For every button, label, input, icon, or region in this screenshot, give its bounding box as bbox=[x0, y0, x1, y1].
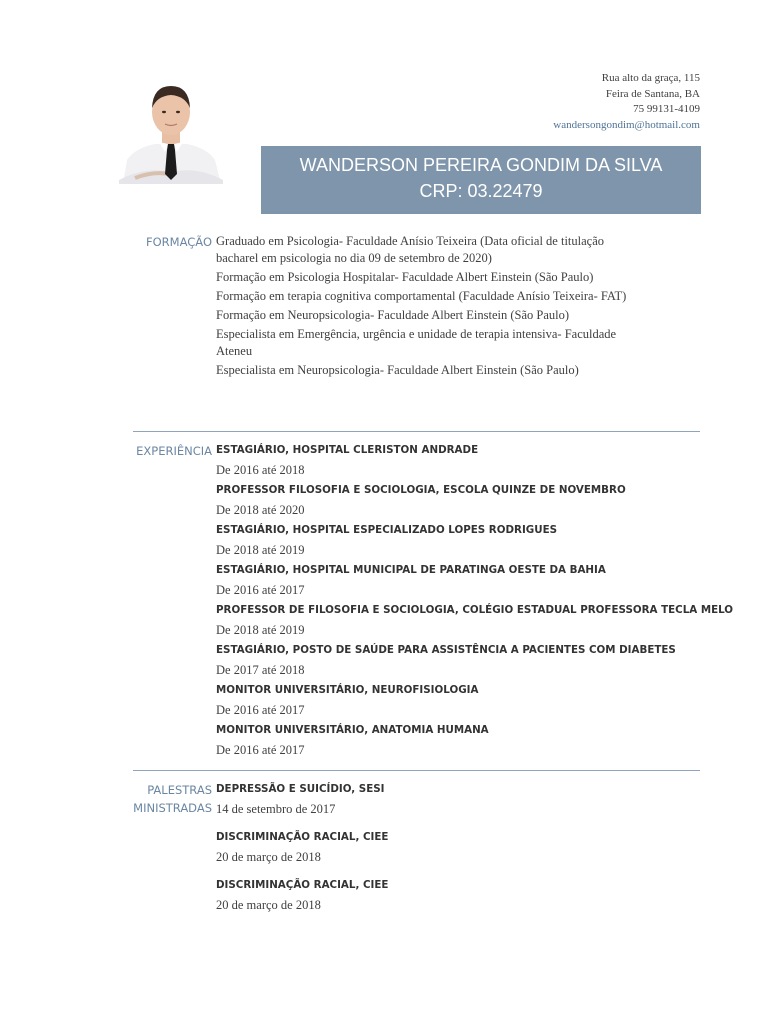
section-label-formacao: FORMAÇÃO bbox=[146, 235, 212, 249]
list-item bbox=[216, 827, 716, 867]
city: Feira de Santana, BA bbox=[605, 87, 700, 100]
job-title: MONITOR UNIVERSITÁRIO, ANATOMIA HUMANA bbox=[216, 724, 489, 736]
list-item bbox=[216, 779, 716, 819]
section-label-palestras bbox=[132, 781, 212, 817]
formacao-item: Graduado em Psicologia- Faculdade Anísio Teixeira (Data oficial de titulação bacharel em psicologia no dia 09 de setembro de 2020) bbox=[216, 234, 605, 265]
talk-title: DISCRIMINAÇÃO RACIAL, CIEE bbox=[216, 831, 389, 843]
talk-date: 20 de março de 2018 bbox=[216, 850, 321, 864]
contact-block bbox=[553, 71, 700, 133]
list-item bbox=[216, 875, 716, 915]
name-banner bbox=[261, 146, 701, 214]
job-date: De 2018 até 2019 bbox=[216, 623, 305, 637]
job-date: De 2016 até 2017 bbox=[216, 703, 305, 717]
talk-title: DEPRESSÃO E SUICÍDIO, SESI bbox=[216, 783, 385, 795]
job-date: De 2016 até 2017 bbox=[216, 743, 305, 757]
section-label-line: PALESTRAS bbox=[147, 783, 212, 797]
email-link[interactable]: wandersongondim@hotmail.com bbox=[553, 118, 700, 131]
talk-date: 14 de setembro de 2017 bbox=[216, 802, 336, 816]
section-label-line: MINISTRADAS bbox=[133, 801, 212, 815]
job-title: PROFESSOR FILOSOFIA E SOCIOLOGIA, ESCOLA QUINZE DE NOVEMBRO bbox=[216, 484, 626, 496]
formacao-list bbox=[216, 233, 646, 381]
formacao-item: Formação em terapia cognitiva comportamental (Faculdade Anísio Teixeira- FAT) bbox=[216, 289, 627, 303]
formacao-item: Formação em Neuropsicologia- Faculdade Albert Einstein (São Paulo) bbox=[216, 308, 570, 322]
section-label-experiencia: EXPERIÊNCIA bbox=[136, 444, 212, 458]
job-title: ESTAGIÁRIO, HOSPITAL CLERISTON ANDRADE bbox=[216, 444, 479, 456]
talk-title: DISCRIMINAÇÃO RACIAL, CIEE bbox=[216, 879, 389, 891]
job-date: De 2018 até 2019 bbox=[216, 543, 305, 557]
formacao-item: Especialista em Neuropsicologia- Faculdade Albert Einstein (São Paulo) bbox=[216, 363, 579, 377]
job-date: De 2016 até 2017 bbox=[216, 583, 305, 597]
talk-date: 20 de março de 2018 bbox=[216, 898, 321, 912]
job-title: ESTAGIÁRIO, POSTO DE SAÚDE PARA ASSISTÊNCIA A PACIENTES COM DIABETES bbox=[216, 644, 676, 656]
job-title: ESTAGIÁRIO, HOSPITAL ESPECIALIZADO LOPES RODRIGUES bbox=[216, 524, 558, 536]
palestras-list bbox=[216, 779, 716, 923]
section-divider bbox=[133, 770, 700, 771]
job-title: MONITOR UNIVERSITÁRIO, NEUROFISIOLOGIA bbox=[216, 684, 479, 696]
profile-photo bbox=[115, 82, 227, 184]
crp-number: CRP: 03.22479 bbox=[419, 181, 543, 201]
job-title: ESTAGIÁRIO, HOSPITAL MUNICIPAL DE PARATINGA OESTE DA BAHIA bbox=[216, 564, 606, 576]
formacao-item: Especialista em Emergência, urgência e unidade de terapia intensiva- Faculdade Ateneu bbox=[216, 327, 617, 358]
formacao-item: Formação em Psicologia Hospitalar- Faculdade Albert Einstein (São Paulo) bbox=[216, 270, 594, 284]
full-name: WANDERSON PEREIRA GONDIM DA SILVA bbox=[299, 155, 663, 175]
section-divider bbox=[133, 431, 700, 432]
address: Rua alto da graça, 115 bbox=[601, 72, 700, 84]
job-title: PROFESSOR DE FILOSOFIA E SOCIOLOGIA, COLÉGIO ESTADUAL PROFESSORA TECLA MELO bbox=[216, 604, 734, 616]
phone: 75 99131-4109 bbox=[633, 103, 700, 115]
job-date: De 2016 até 2018 bbox=[216, 463, 305, 477]
experiencia-list bbox=[216, 440, 734, 760]
job-date: De 2017 até 2018 bbox=[216, 663, 305, 677]
job-date: De 2018 até 2020 bbox=[216, 503, 305, 517]
